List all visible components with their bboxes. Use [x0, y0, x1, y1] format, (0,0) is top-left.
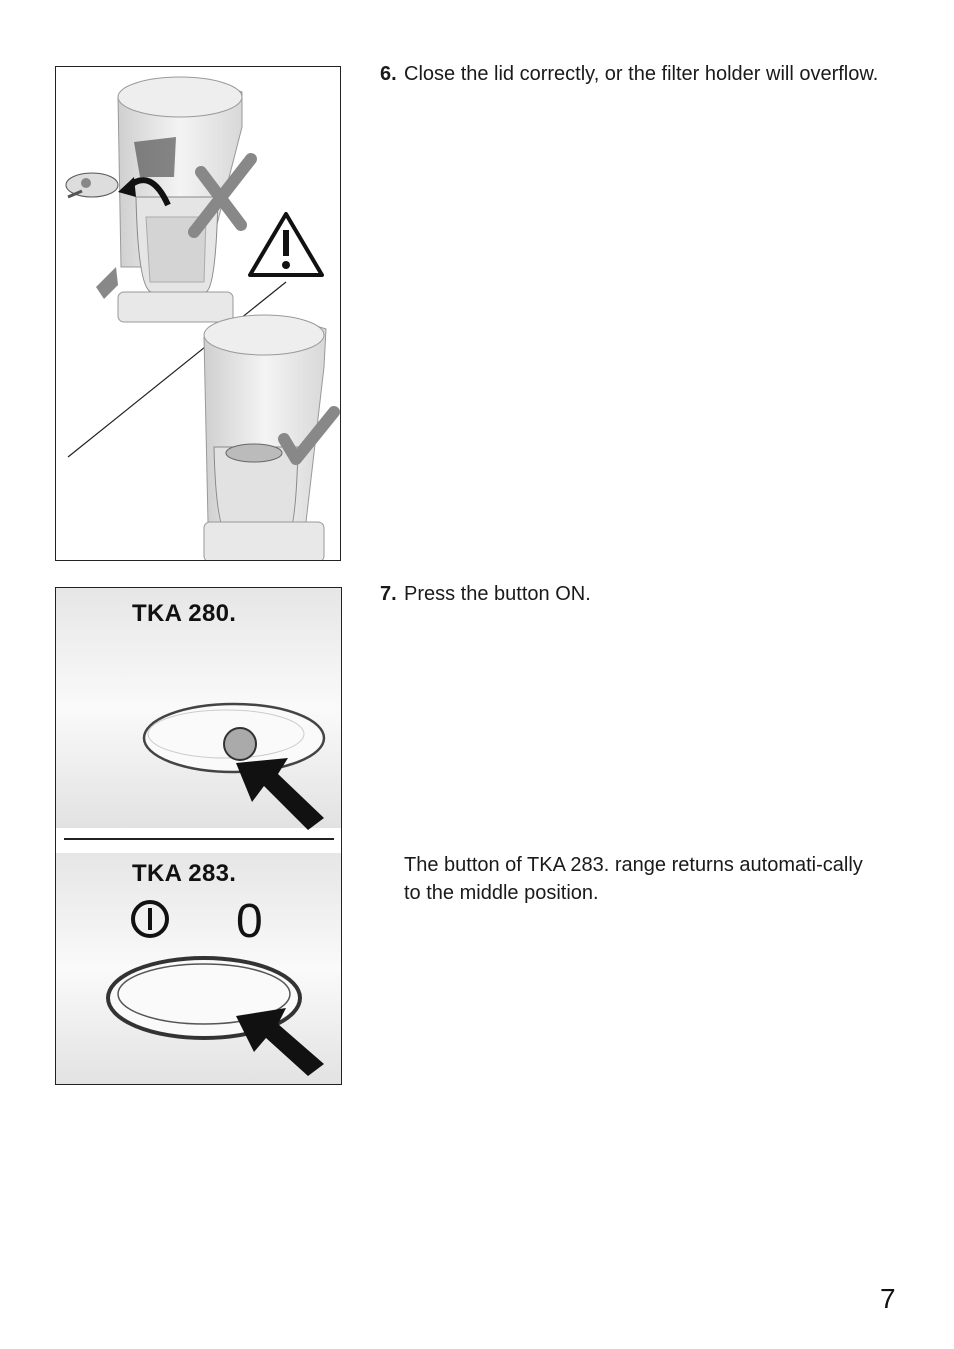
off-symbol: 0	[236, 895, 263, 948]
model-label-tka-280: TKA 280.	[132, 600, 237, 627]
lid-open	[66, 173, 118, 197]
step-6	[380, 60, 880, 88]
step-number: 7.	[380, 583, 397, 605]
step-text: Close the lid correctly, or the filter holder will overflow.	[404, 63, 879, 85]
button-drawing	[56, 588, 342, 1085]
oval-button-280	[144, 704, 324, 772]
step-number: 6.	[380, 63, 397, 85]
warning-triangle-icon	[250, 214, 322, 275]
step-7	[380, 580, 880, 608]
page-number: 7	[880, 1283, 896, 1314]
note-text: The button of TKA 283. range returns automati-cally to the middle position.	[404, 854, 863, 904]
button-illustration	[55, 587, 342, 1085]
coffee-maker-drawing	[56, 67, 341, 561]
model-label-tka-283: TKA 283.	[132, 860, 237, 887]
lid-illustration	[55, 66, 341, 561]
step-text: Press the button ON.	[404, 583, 591, 605]
